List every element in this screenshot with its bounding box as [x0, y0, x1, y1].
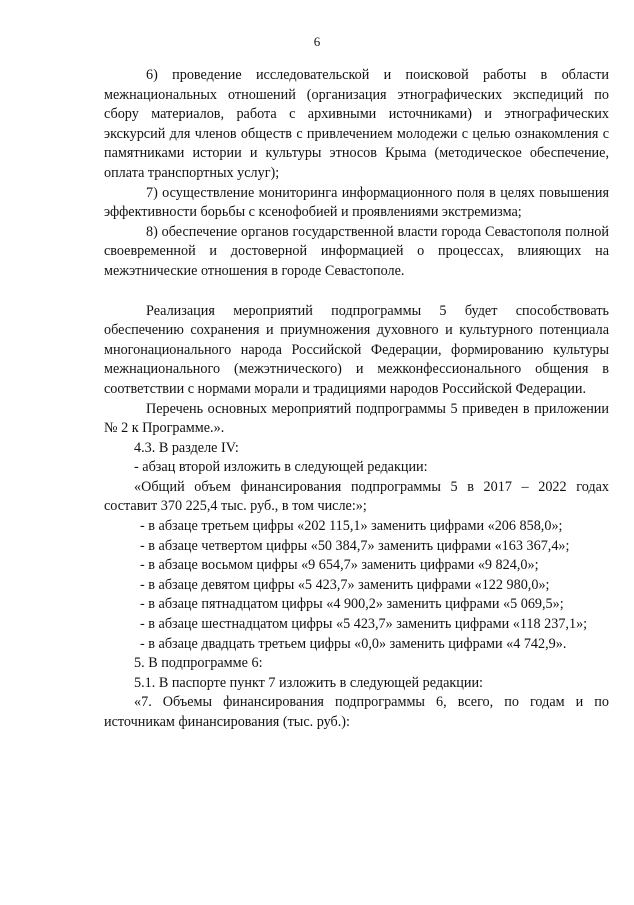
replacement-item: - в абзаце четвертом цифры «50 384,7» заменить цифрами «163 367,4»; [140, 537, 570, 554]
replacement-item: - в абзаце пятнадцатом цифры «4 900,2» заменить цифрами «5 069,5»; [140, 596, 564, 613]
replacement-item: - в абзаце третьем цифры «202 115,1» заменить цифрами «206 858,0»; [140, 518, 563, 535]
paragraph-implementation: Реализация мероприятий подпрограммы 5 будет способствовать обеспечению сохранения и приумножения духовного и культурного потенциала многонационального народа Российской Федерации, формированию культуры межнационального (межэтнического) и межконфессионального общения в соответствии с нормами морали и традициями народов Российской Федерации. [104, 302, 609, 397]
paragraph-total-financing: «Общий объем финансирования подпрограммы 5 в 2017 – 2022 годах составит 370 225,4 тыс. руб., в том числе:»; [104, 478, 609, 515]
replacement-item: - в абзаце шестнадцатом цифры «5 423,7» заменить цифрами «118 237,1»; [140, 616, 588, 633]
replacement-item: - в абзаце двадцать третьем цифры «0,0» заменить цифрами «4 742,9». [140, 635, 567, 652]
replacement-list [104, 517, 609, 654]
paragraph-item-8: 8) обеспечение органов государственной власти города Севастополя полной своевременной и достоверной информацией о процессах, влияющих на межэтнические отношения в городе Севастополе. [104, 223, 609, 279]
section-heading-5: 5. В подпрограмме 6: [134, 655, 263, 672]
replacement-item: - в абзаце восьмом цифры «9 654,7» заменить цифрами «9 824,0»; [140, 557, 539, 574]
section-heading-5-1: 5.1. В паспорте пункт 7 изложить в следующей редакции: [134, 674, 483, 691]
paragraph-instruction: - абзац второй изложить в следующей редакции: [134, 459, 428, 476]
paragraph-item-6: 6) проведение исследовательской и поисковой работы в области межнациональных отношений (организация этнографических экспедиций по сбору материалов, работа с архивными источниками) и этнографических экскурсий для членов обществ с привлечением молодежи с целью ознакомления с памятниками истории и культуры этносов Крыма (методическое обеспечение, оплата транспортных услуг); [104, 67, 609, 181]
document-body [104, 66, 609, 733]
replacement-item: - в абзаце девятом цифры «5 423,7» заменить цифрами «122 980,0»; [140, 576, 550, 593]
paragraph-item-7: 7) осуществление мониторинга информационного поля в целях повышения эффективности борьбы с ксенофобией и проявлениями экстремизма; [104, 184, 609, 221]
section-heading-4-3: 4.3. В разделе IV: [134, 439, 239, 456]
paragraph-financing-volume: «7. Объемы финансирования подпрограммы 6, всего, по годам и по источникам финансирования (тыс. руб.): [104, 694, 609, 730]
paragraph-gap [104, 282, 609, 302]
page-number: 6 [313, 34, 321, 49]
paragraph-list-reference: Перечень основных мероприятий подпрограммы 5 приведен в приложении № 2 к Программе.». [104, 400, 609, 437]
